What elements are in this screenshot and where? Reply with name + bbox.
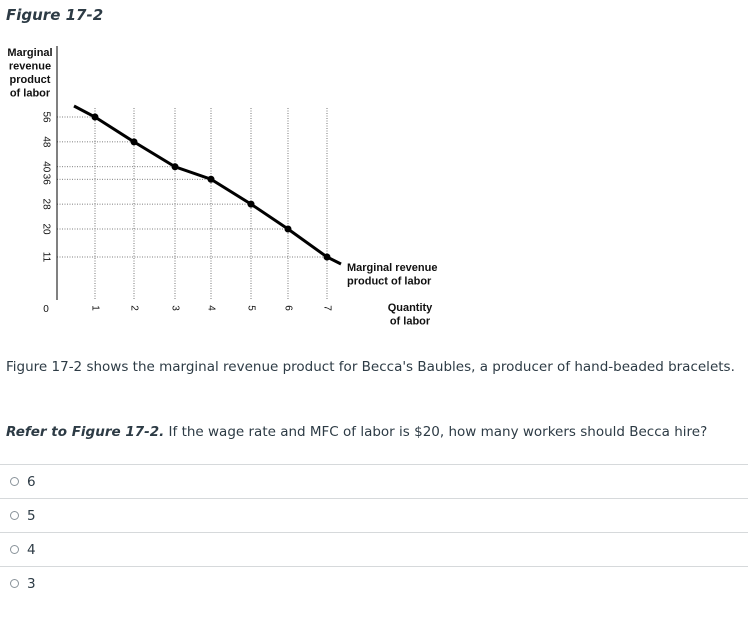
y-tick-labels <box>41 111 52 262</box>
answer-option[interactable] <box>0 498 748 532</box>
answer-list <box>0 464 748 600</box>
answer-label: 3 <box>27 575 36 592</box>
answer-option[interactable] <box>0 464 748 498</box>
series-label-line: Marginal revenue <box>347 262 438 274</box>
answer-option[interactable] <box>0 532 748 566</box>
y-axis-label-line: of labor <box>9 87 51 100</box>
y-axis-label-line: Marginal <box>7 47 53 59</box>
radio-button-icon[interactable] <box>10 511 19 520</box>
x-tick-label: 6 <box>282 305 294 311</box>
y-tick-label: 20 <box>40 223 52 235</box>
origin-label: 0 <box>43 304 49 315</box>
question-reference: Refer to Figure 17-2. <box>6 424 165 440</box>
y-tick-label: 36 <box>40 173 52 185</box>
x-tick-labels <box>90 305 333 311</box>
y-axis-label-line: product <box>9 74 51 86</box>
series-label <box>347 262 437 288</box>
y-axis-label <box>7 47 52 100</box>
x-axis-label-line: of labor <box>389 315 431 328</box>
series-label-line: product of labor <box>347 275 432 288</box>
chart-grid <box>57 108 327 300</box>
radio-button-icon[interactable] <box>10 545 19 554</box>
y-tick-label: 28 <box>40 198 52 210</box>
y-axis-label-line: revenue <box>8 60 52 73</box>
y-tick-label: 40 <box>40 161 52 173</box>
y-tick-label: 56 <box>40 111 52 123</box>
y-tick-label: 11 <box>40 251 52 263</box>
radio-button-icon[interactable] <box>10 477 19 486</box>
radio-button-icon[interactable] <box>10 579 19 588</box>
x-axis-label <box>388 302 433 328</box>
series-mrp <box>74 106 341 264</box>
x-axis-label-line: Quantity <box>387 302 433 314</box>
answer-option[interactable] <box>0 566 748 600</box>
x-tick-label: 2 <box>128 305 140 311</box>
x-tick-label: 5 <box>245 305 257 311</box>
figure-description: Figure 17-2 shows the marginal revenue product for Becca's Baubles, a producer of hand-beaded bracelets. <box>6 359 735 375</box>
data-point <box>131 138 138 145</box>
figure-title: Figure 17-2 <box>6 6 104 24</box>
data-point <box>92 114 99 121</box>
x-tick-label: 4 <box>205 305 217 311</box>
y-tick-label: 48 <box>40 136 52 148</box>
x-tick-label: 3 <box>169 305 181 311</box>
question-body: If the wage rate and MFC of labor is $20, how many workers should Becca hire? <box>164 424 708 440</box>
data-point <box>285 226 292 233</box>
data-point <box>172 163 179 170</box>
question-text <box>6 424 707 440</box>
answer-label: 5 <box>27 507 36 524</box>
answer-label: 6 <box>27 473 36 490</box>
x-tick-label: 1 <box>89 305 101 311</box>
data-point <box>208 176 215 183</box>
mrp-curve <box>74 106 341 264</box>
x-tick-label: 7 <box>321 305 333 311</box>
data-point <box>324 254 331 261</box>
data-point <box>248 201 255 208</box>
answer-label: 4 <box>27 541 36 558</box>
